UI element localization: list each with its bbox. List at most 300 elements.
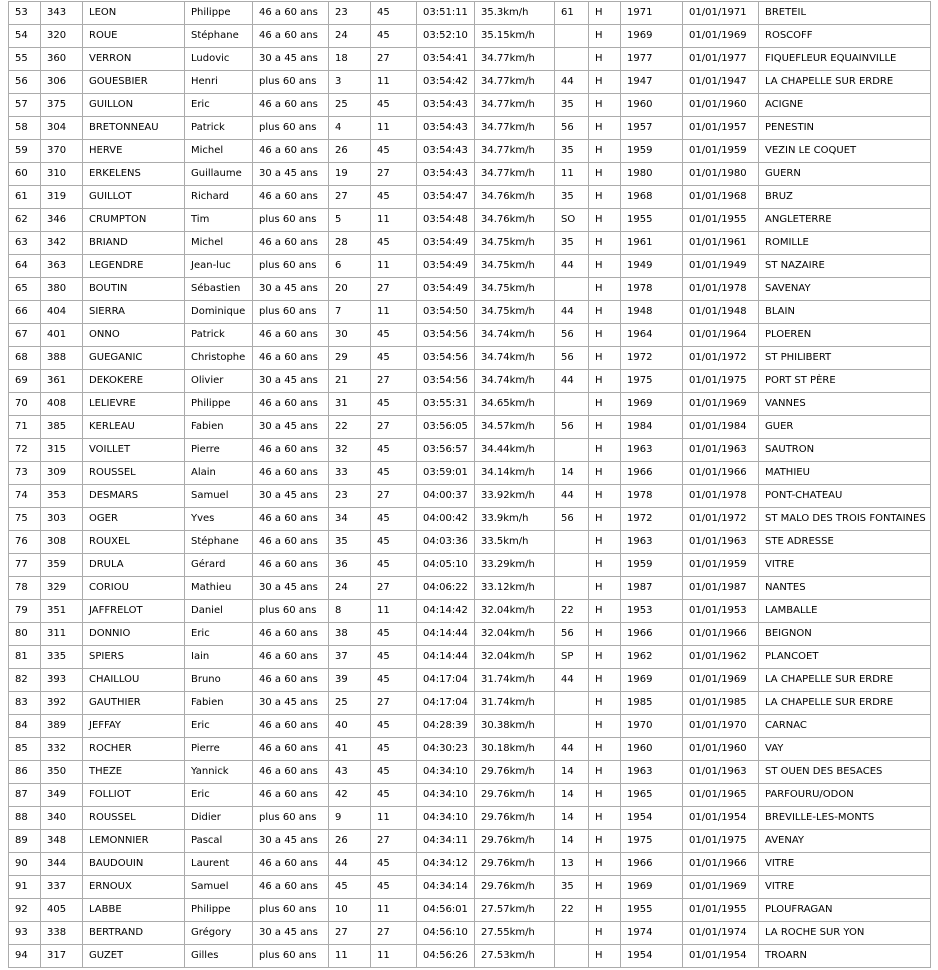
cell-city: CARNAC	[759, 715, 931, 738]
cell-time: 03:55:31	[417, 393, 475, 416]
cell-gender: H	[589, 945, 621, 968]
cell-speed: 34.76km/h	[475, 186, 555, 209]
cell-speed: 32.04km/h	[475, 646, 555, 669]
cell-speed: 34.74km/h	[475, 324, 555, 347]
cell-speed: 34.74km/h	[475, 347, 555, 370]
cell-last-name: SPIERS	[83, 646, 185, 669]
cell-category-rank: 27	[329, 922, 371, 945]
cell-department: 44	[555, 669, 589, 692]
cell-speed: 34.44km/h	[475, 439, 555, 462]
cell-age-category: 46 a 60 ans	[253, 623, 329, 646]
cell-speed: 33.29km/h	[475, 554, 555, 577]
cell-speed: 34.75km/h	[475, 278, 555, 301]
cell-first-name: Philippe	[185, 899, 253, 922]
cell-age-category: plus 60 ans	[253, 600, 329, 623]
cell-birth-date: 01/01/1969	[683, 669, 759, 692]
cell-birth-year: 1980	[621, 163, 683, 186]
cell-first-name: Laurent	[185, 853, 253, 876]
cell-birth-date: 01/01/1968	[683, 186, 759, 209]
cell-speed: 33.5km/h	[475, 531, 555, 554]
cell-rank: 55	[9, 48, 41, 71]
cell-birth-year: 1966	[621, 623, 683, 646]
cell-speed: 34.77km/h	[475, 71, 555, 94]
cell-bib-number: 385	[41, 416, 83, 439]
table-row	[9, 807, 931, 830]
cell-rank: 68	[9, 347, 41, 370]
cell-last-name: GUILLON	[83, 94, 185, 117]
cell-birth-date: 01/01/1985	[683, 692, 759, 715]
cell-category-count: 11	[371, 209, 417, 232]
cell-department: 35	[555, 94, 589, 117]
cell-rank: 77	[9, 554, 41, 577]
cell-category-rank: 3	[329, 71, 371, 94]
cell-time: 03:56:05	[417, 416, 475, 439]
cell-age-category: 30 a 45 ans	[253, 278, 329, 301]
cell-gender: H	[589, 623, 621, 646]
cell-birth-year: 1978	[621, 485, 683, 508]
cell-speed: 33.92km/h	[475, 485, 555, 508]
cell-bib-number: 306	[41, 71, 83, 94]
cell-birth-year: 1970	[621, 715, 683, 738]
cell-rank: 86	[9, 761, 41, 784]
cell-rank: 80	[9, 623, 41, 646]
cell-city: AVENAY	[759, 830, 931, 853]
cell-birth-date: 01/01/1954	[683, 945, 759, 968]
cell-city: PLOEREN	[759, 324, 931, 347]
cell-bib-number: 335	[41, 646, 83, 669]
cell-speed: 29.76km/h	[475, 830, 555, 853]
cell-birth-year: 1971	[621, 2, 683, 25]
cell-age-category: plus 60 ans	[253, 945, 329, 968]
cell-category-count: 45	[371, 646, 417, 669]
cell-category-count: 27	[371, 830, 417, 853]
cell-speed: 30.18km/h	[475, 738, 555, 761]
cell-first-name: Grégory	[185, 922, 253, 945]
cell-last-name: DRULA	[83, 554, 185, 577]
cell-department: 22	[555, 600, 589, 623]
cell-last-name: JEFFAY	[83, 715, 185, 738]
cell-rank: 57	[9, 94, 41, 117]
table-row	[9, 370, 931, 393]
cell-category-rank: 25	[329, 692, 371, 715]
cell-birth-year: 1955	[621, 899, 683, 922]
cell-category-rank: 23	[329, 2, 371, 25]
cell-category-count: 27	[371, 48, 417, 71]
cell-city: ST PHILIBERT	[759, 347, 931, 370]
cell-time: 04:17:04	[417, 692, 475, 715]
cell-gender: H	[589, 784, 621, 807]
cell-department	[555, 554, 589, 577]
table-row	[9, 508, 931, 531]
cell-first-name: Yves	[185, 508, 253, 531]
cell-rank: 69	[9, 370, 41, 393]
cell-category-rank: 20	[329, 278, 371, 301]
cell-age-category: 46 a 60 ans	[253, 2, 329, 25]
cell-birth-year: 1972	[621, 508, 683, 531]
cell-speed: 27.55km/h	[475, 922, 555, 945]
cell-birth-year: 1977	[621, 48, 683, 71]
cell-birth-year: 1966	[621, 462, 683, 485]
cell-category-rank: 31	[329, 393, 371, 416]
cell-speed: 34.75km/h	[475, 255, 555, 278]
cell-speed: 34.75km/h	[475, 301, 555, 324]
cell-bib-number: 317	[41, 945, 83, 968]
cell-speed: 31.74km/h	[475, 692, 555, 715]
cell-category-rank: 6	[329, 255, 371, 278]
cell-first-name: Jean-luc	[185, 255, 253, 278]
cell-speed: 34.75km/h	[475, 232, 555, 255]
cell-category-count: 45	[371, 623, 417, 646]
cell-rank: 82	[9, 669, 41, 692]
cell-category-count: 45	[371, 508, 417, 531]
cell-department	[555, 25, 589, 48]
cell-bib-number: 320	[41, 25, 83, 48]
cell-city: BLAIN	[759, 301, 931, 324]
cell-gender: H	[589, 347, 621, 370]
table-row	[9, 209, 931, 232]
table-row	[9, 945, 931, 968]
cell-bib-number: 401	[41, 324, 83, 347]
cell-birth-year: 1985	[621, 692, 683, 715]
cell-category-rank: 42	[329, 784, 371, 807]
cell-rank: 87	[9, 784, 41, 807]
cell-speed: 31.74km/h	[475, 669, 555, 692]
cell-gender: H	[589, 393, 621, 416]
cell-department: 56	[555, 508, 589, 531]
table-row	[9, 646, 931, 669]
cell-birth-date: 01/01/1972	[683, 508, 759, 531]
cell-city: VAY	[759, 738, 931, 761]
cell-first-name: Patrick	[185, 324, 253, 347]
cell-last-name: ONNO	[83, 324, 185, 347]
cell-category-count: 11	[371, 807, 417, 830]
cell-category-count: 45	[371, 853, 417, 876]
cell-category-rank: 32	[329, 439, 371, 462]
table-row	[9, 531, 931, 554]
cell-category-rank: 38	[329, 623, 371, 646]
cell-speed: 32.04km/h	[475, 623, 555, 646]
cell-age-category: 30 a 45 ans	[253, 48, 329, 71]
cell-first-name: Gérard	[185, 554, 253, 577]
cell-category-count: 45	[371, 531, 417, 554]
cell-last-name: FOLLIOT	[83, 784, 185, 807]
cell-speed: 27.53km/h	[475, 945, 555, 968]
cell-city: PLOUFRAGAN	[759, 899, 931, 922]
cell-age-category: 46 a 60 ans	[253, 853, 329, 876]
cell-birth-year: 1959	[621, 140, 683, 163]
cell-rank: 71	[9, 416, 41, 439]
cell-age-category: plus 60 ans	[253, 71, 329, 94]
cell-bib-number: 329	[41, 577, 83, 600]
cell-time: 03:52:10	[417, 25, 475, 48]
cell-age-category: 46 a 60 ans	[253, 140, 329, 163]
cell-first-name: Ludovic	[185, 48, 253, 71]
cell-category-rank: 11	[329, 945, 371, 968]
cell-city: TROARN	[759, 945, 931, 968]
cell-gender: H	[589, 853, 621, 876]
cell-rank: 73	[9, 462, 41, 485]
cell-rank: 81	[9, 646, 41, 669]
cell-last-name: ROUE	[83, 25, 185, 48]
cell-birth-year: 1987	[621, 577, 683, 600]
cell-category-rank: 10	[329, 899, 371, 922]
cell-last-name: GUILLOT	[83, 186, 185, 209]
cell-category-rank: 37	[329, 646, 371, 669]
cell-speed: 34.65km/h	[475, 393, 555, 416]
cell-bib-number: 349	[41, 784, 83, 807]
cell-birth-date: 01/01/1957	[683, 117, 759, 140]
table-row	[9, 186, 931, 209]
cell-time: 03:54:50	[417, 301, 475, 324]
cell-age-category: 46 a 60 ans	[253, 784, 329, 807]
cell-category-count: 45	[371, 347, 417, 370]
cell-birth-date: 01/01/1962	[683, 646, 759, 669]
cell-speed: 34.57km/h	[475, 416, 555, 439]
cell-birth-date: 01/01/1975	[683, 830, 759, 853]
cell-age-category: 46 a 60 ans	[253, 669, 329, 692]
cell-last-name: CHAILLOU	[83, 669, 185, 692]
cell-gender: H	[589, 94, 621, 117]
cell-time: 03:54:48	[417, 209, 475, 232]
cell-birth-year: 1954	[621, 807, 683, 830]
cell-bib-number: 319	[41, 186, 83, 209]
cell-time: 04:17:04	[417, 669, 475, 692]
cell-gender: H	[589, 25, 621, 48]
cell-bib-number: 315	[41, 439, 83, 462]
cell-birth-year: 1968	[621, 186, 683, 209]
cell-rank: 75	[9, 508, 41, 531]
cell-time: 04:03:36	[417, 531, 475, 554]
cell-first-name: Yannick	[185, 761, 253, 784]
cell-first-name: Pascal	[185, 830, 253, 853]
cell-birth-date: 01/01/1963	[683, 531, 759, 554]
cell-category-count: 45	[371, 25, 417, 48]
cell-birth-date: 01/01/1970	[683, 715, 759, 738]
cell-speed: 34.77km/h	[475, 48, 555, 71]
cell-gender: H	[589, 876, 621, 899]
cell-last-name: GUZET	[83, 945, 185, 968]
cell-birth-date: 01/01/1966	[683, 462, 759, 485]
cell-rank: 66	[9, 301, 41, 324]
cell-category-count: 27	[371, 278, 417, 301]
cell-age-category: 46 a 60 ans	[253, 347, 329, 370]
cell-time: 04:34:14	[417, 876, 475, 899]
cell-rank: 94	[9, 945, 41, 968]
cell-birth-date: 01/01/1955	[683, 209, 759, 232]
cell-time: 04:14:44	[417, 646, 475, 669]
cell-time: 04:56:26	[417, 945, 475, 968]
table-row	[9, 163, 931, 186]
cell-last-name: KERLEAU	[83, 416, 185, 439]
cell-bib-number: 389	[41, 715, 83, 738]
cell-rank: 84	[9, 715, 41, 738]
cell-gender: H	[589, 163, 621, 186]
cell-city: GUER	[759, 416, 931, 439]
cell-category-rank: 45	[329, 876, 371, 899]
cell-speed: 35.3km/h	[475, 2, 555, 25]
cell-birth-date: 01/01/1948	[683, 301, 759, 324]
cell-age-category: plus 60 ans	[253, 899, 329, 922]
cell-first-name: Fabien	[185, 416, 253, 439]
table-row	[9, 922, 931, 945]
cell-category-count: 45	[371, 140, 417, 163]
cell-rank: 58	[9, 117, 41, 140]
cell-gender: H	[589, 807, 621, 830]
cell-birth-year: 1975	[621, 370, 683, 393]
cell-time: 04:14:42	[417, 600, 475, 623]
cell-bib-number: 380	[41, 278, 83, 301]
cell-birth-year: 1975	[621, 830, 683, 853]
cell-gender: H	[589, 922, 621, 945]
cell-first-name: Eric	[185, 784, 253, 807]
cell-last-name: LEGENDRE	[83, 255, 185, 278]
cell-first-name: Eric	[185, 715, 253, 738]
cell-time: 03:54:43	[417, 117, 475, 140]
cell-city: PORT ST PÈRE	[759, 370, 931, 393]
cell-city: SAVENAY	[759, 278, 931, 301]
cell-bib-number: 311	[41, 623, 83, 646]
cell-speed: 34.77km/h	[475, 94, 555, 117]
table-row	[9, 876, 931, 899]
cell-category-count: 45	[371, 738, 417, 761]
cell-last-name: HERVE	[83, 140, 185, 163]
cell-age-category: plus 60 ans	[253, 301, 329, 324]
cell-first-name: Guillaume	[185, 163, 253, 186]
cell-gender: H	[589, 577, 621, 600]
cell-birth-year: 1969	[621, 669, 683, 692]
cell-last-name: ROUSSEL	[83, 807, 185, 830]
cell-last-name: LELIEVRE	[83, 393, 185, 416]
cell-age-category: 30 a 45 ans	[253, 577, 329, 600]
cell-category-count: 27	[371, 163, 417, 186]
cell-city: ACIGNE	[759, 94, 931, 117]
cell-age-category: 46 a 60 ans	[253, 738, 329, 761]
cell-speed: 34.77km/h	[475, 163, 555, 186]
cell-last-name: GAUTHIER	[83, 692, 185, 715]
cell-gender: H	[589, 531, 621, 554]
cell-rank: 89	[9, 830, 41, 853]
cell-birth-year: 1960	[621, 738, 683, 761]
cell-city: VITRE	[759, 853, 931, 876]
cell-rank: 60	[9, 163, 41, 186]
table-row	[9, 554, 931, 577]
cell-first-name: Henri	[185, 71, 253, 94]
cell-gender: H	[589, 646, 621, 669]
cell-time: 04:05:10	[417, 554, 475, 577]
cell-last-name: JAFFRELOT	[83, 600, 185, 623]
cell-category-count: 45	[371, 324, 417, 347]
cell-department	[555, 692, 589, 715]
cell-age-category: 46 a 60 ans	[253, 554, 329, 577]
cell-birth-date: 01/01/1954	[683, 807, 759, 830]
cell-rank: 83	[9, 692, 41, 715]
cell-time: 03:54:43	[417, 140, 475, 163]
cell-birth-year: 1978	[621, 278, 683, 301]
cell-speed: 29.76km/h	[475, 761, 555, 784]
cell-first-name: Eric	[185, 94, 253, 117]
cell-last-name: ROCHER	[83, 738, 185, 761]
cell-department: 35	[555, 876, 589, 899]
cell-city: LA CHAPELLE SUR ERDRE	[759, 71, 931, 94]
cell-city: STE ADRESSE	[759, 531, 931, 554]
cell-time: 03:51:11	[417, 2, 475, 25]
cell-department: 11	[555, 163, 589, 186]
cell-speed: 33.9km/h	[475, 508, 555, 531]
cell-department: 35	[555, 186, 589, 209]
cell-department	[555, 439, 589, 462]
cell-rank: 91	[9, 876, 41, 899]
cell-category-rank: 39	[329, 669, 371, 692]
cell-birth-year: 1960	[621, 94, 683, 117]
cell-time: 03:54:56	[417, 324, 475, 347]
table-row	[9, 738, 931, 761]
cell-age-category: 46 a 60 ans	[253, 439, 329, 462]
cell-department: SP	[555, 646, 589, 669]
cell-gender: H	[589, 600, 621, 623]
cell-category-rank: 28	[329, 232, 371, 255]
cell-last-name: VERRON	[83, 48, 185, 71]
cell-department: 56	[555, 324, 589, 347]
cell-gender: H	[589, 71, 621, 94]
cell-rank: 78	[9, 577, 41, 600]
table-row	[9, 94, 931, 117]
cell-bib-number: 309	[41, 462, 83, 485]
cell-bib-number: 361	[41, 370, 83, 393]
cell-category-count: 27	[371, 370, 417, 393]
table-row	[9, 416, 931, 439]
table-row	[9, 669, 931, 692]
cell-last-name: ERKELENS	[83, 163, 185, 186]
cell-bib-number: 351	[41, 600, 83, 623]
cell-last-name: ROUXEL	[83, 531, 185, 554]
cell-gender: H	[589, 140, 621, 163]
cell-gender: H	[589, 692, 621, 715]
cell-department: 56	[555, 347, 589, 370]
cell-time: 03:54:43	[417, 163, 475, 186]
table-row	[9, 232, 931, 255]
cell-time: 03:59:01	[417, 462, 475, 485]
cell-category-rank: 43	[329, 761, 371, 784]
cell-last-name: ERNOUX	[83, 876, 185, 899]
cell-category-count: 11	[371, 600, 417, 623]
cell-city: PARFOURU/ODON	[759, 784, 931, 807]
cell-age-category: 46 a 60 ans	[253, 393, 329, 416]
cell-department: 22	[555, 899, 589, 922]
cell-time: 03:54:47	[417, 186, 475, 209]
cell-birth-date: 01/01/1972	[683, 347, 759, 370]
cell-time: 03:54:49	[417, 255, 475, 278]
cell-gender: H	[589, 554, 621, 577]
cell-category-count: 45	[371, 554, 417, 577]
cell-last-name: DONNIO	[83, 623, 185, 646]
cell-rank: 74	[9, 485, 41, 508]
cell-rank: 56	[9, 71, 41, 94]
cell-age-category: 30 a 45 ans	[253, 416, 329, 439]
cell-rank: 85	[9, 738, 41, 761]
cell-category-rank: 8	[329, 600, 371, 623]
cell-birth-year: 1974	[621, 922, 683, 945]
cell-age-category: 30 a 45 ans	[253, 370, 329, 393]
cell-category-count: 27	[371, 416, 417, 439]
cell-bib-number: 332	[41, 738, 83, 761]
table-row	[9, 324, 931, 347]
cell-bib-number: 392	[41, 692, 83, 715]
cell-department: 44	[555, 738, 589, 761]
cell-last-name: THEZE	[83, 761, 185, 784]
cell-speed: 27.57km/h	[475, 899, 555, 922]
cell-birth-date: 01/01/1987	[683, 577, 759, 600]
cell-speed: 34.76km/h	[475, 209, 555, 232]
